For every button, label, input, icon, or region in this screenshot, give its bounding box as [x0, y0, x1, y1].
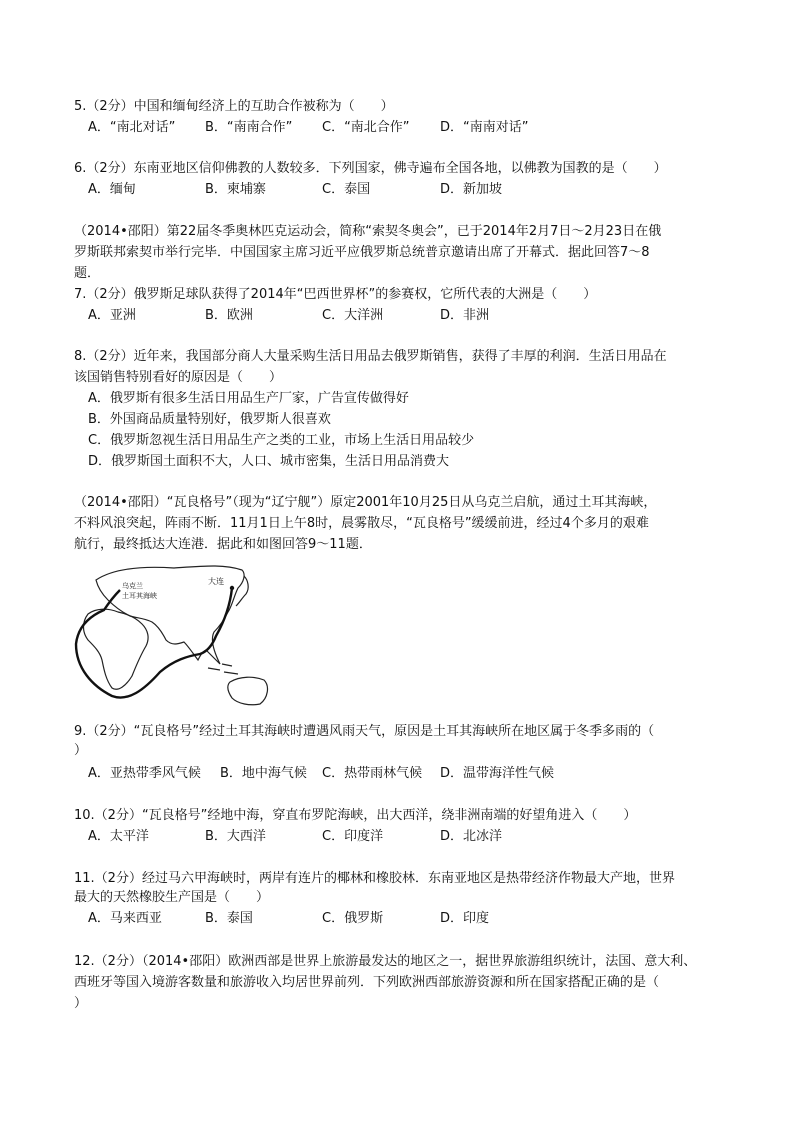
q8-stem-line-1: 8.（2分）近年来，我国部分商人大量采购生活日用品去俄罗斯销售，获得了丰厚的利润．生活日用品在 [74, 349, 667, 364]
q11-stem-line-1: 11.（2分）经过马六甲海峡时，两岸有连片的椰林和橡胶林．东南亚地区是热带经济作物最大产地，世界 [74, 871, 675, 886]
q5-option-b: B．“南南合作” [205, 120, 293, 135]
route-map-graphic [74, 560, 274, 708]
q10-stem: 10.（2分）“瓦良格号”经地中海，穿直布罗陀海峡，出大西洋，绕非洲南端的好望角进入（ ） [74, 808, 637, 823]
q9-option-b: B．地中海气候 [220, 766, 307, 781]
map-label-dalian: 大连 [208, 577, 224, 586]
q9-option-d: D．温带海洋性气候 [440, 766, 555, 781]
africa-outline [84, 609, 149, 689]
voyage-route [76, 588, 232, 698]
q8-option-b: B．外国商品质量特别好，俄罗斯人很喜欢 [88, 412, 331, 427]
q11-option-d: D．印度 [440, 911, 490, 926]
q6-option-a: A．缅甸 [88, 182, 136, 197]
q6-option-b: B．柬埔寨 [205, 182, 266, 197]
q7-option-a: A．亚洲 [88, 308, 136, 323]
q9-stem-line-1: 9.（2分）“瓦良格号”经过土耳其海峡时遭遇风雨天气，原因是土耳其海峡所在地区属于冬季多雨的（ [74, 724, 655, 739]
q9-option-a: A．亚热带季风气候 [88, 766, 201, 781]
q10-option-d: D．北冰洋 [440, 829, 503, 844]
q12-stem-line-1: 12.（2分）（2014•邵阳）欧洲西部是世界上旅游最发达的地区之一，据世界旅游组织统计，法国、意大利、 [74, 954, 697, 969]
intro1-line-1: （2014•邵阳）第22届冬季奥林匹克运动会，简称“索契冬奥会”，已于2014年2月7日～2月23日在俄 [74, 224, 662, 239]
q6-stem: 6.（2分）东南亚地区信仰佛教的人数较多．下列国家，佛寺遍布全国各地，以佛教为国教的是（ ） [74, 161, 667, 176]
q8-option-a: A．俄罗斯有很多生活日用品生产厂家，广告宣传做得好 [88, 391, 409, 406]
q7-stem: 7.（2分）俄罗斯足球队获得了2014年“巴西世界杯”的参赛权，它所代表的大洲是（ ） [74, 287, 597, 302]
q7-option-b: B．欧洲 [205, 308, 253, 323]
map-label-strait: 土耳其海峡 [122, 592, 157, 600]
intro2-line-2: 不料风浪突起，阵雨不断．11月1日上午8时，晨雾散尽，“瓦良格号”缓缓前进，经过4个多月的艰难 [74, 516, 649, 531]
intro1-line-3: 题． [74, 266, 101, 281]
q8-stem-line-2: 该国销售特别看好的原因是（ ） [74, 370, 283, 385]
q11-option-b: B．泰国 [205, 911, 253, 926]
q11-option-a: A．马来西亚 [88, 911, 162, 926]
q10-option-a: A．太平洋 [88, 829, 149, 844]
intro1-line-2: 罗斯联邦索契市举行完毕．中国国家主席习近平应俄罗斯总统普京邀请出席了开幕式．据此回答7～8 [74, 245, 650, 260]
q11-option-c: C．俄罗斯 [322, 911, 384, 926]
q9-option-c: C．热带雨林气候 [322, 766, 423, 781]
q12-stem-line-3: ） [74, 996, 88, 1011]
q10-option-c: C．印度洋 [322, 829, 384, 844]
intro2-line-1: （2014•邵阳）“瓦良格号”（现为“辽宁舰”）原定2001年10月25日从乌克兰启航，通过土耳其海峡， [74, 495, 657, 510]
australia-outline [228, 677, 268, 705]
q5-option-c: C．“南北合作” [322, 120, 410, 135]
q10-option-b: B．大西洋 [205, 829, 266, 844]
intro2-line-3: 航行，最终抵达大连港．据此和如图回答9～11题． [74, 537, 372, 552]
q7-option-c: C．大洋洲 [322, 308, 384, 323]
q6-option-d: D．新加坡 [440, 182, 503, 197]
q5-option-a: A．“南北对话” [88, 120, 176, 135]
q9-stem-line-2: ） [74, 743, 88, 758]
map-label-ukraine: 乌克兰 [122, 582, 143, 590]
q8-option-d: D．俄罗斯国土面积不大，人口、城市密集，生活日用品消费大 [88, 454, 450, 469]
q5-option-d: D．“南南对话” [440, 120, 529, 135]
q11-stem-line-2: 最大的天然橡胶生产国是（ ） [74, 890, 270, 905]
q8-option-c: C．俄罗斯忽视生活日用品生产之类的工业，市场上生活日用品较少 [88, 433, 475, 448]
q6-option-c: C．泰国 [322, 182, 371, 197]
q5-stem: 5.（2分）中国和缅甸经济上的互助合作被称为（ ） [74, 99, 394, 114]
q7-option-d: D．非洲 [440, 308, 490, 323]
dalian-marker [230, 586, 234, 590]
indonesia-islands [208, 664, 238, 674]
japan-outline [236, 576, 248, 606]
q12-stem-line-2: 西班牙等国入境游客数量和旅游收入均居世界前列．下列欧洲西部旅游资源和所在国家搭配正确的是（ [74, 975, 660, 990]
route-map [74, 560, 274, 708]
